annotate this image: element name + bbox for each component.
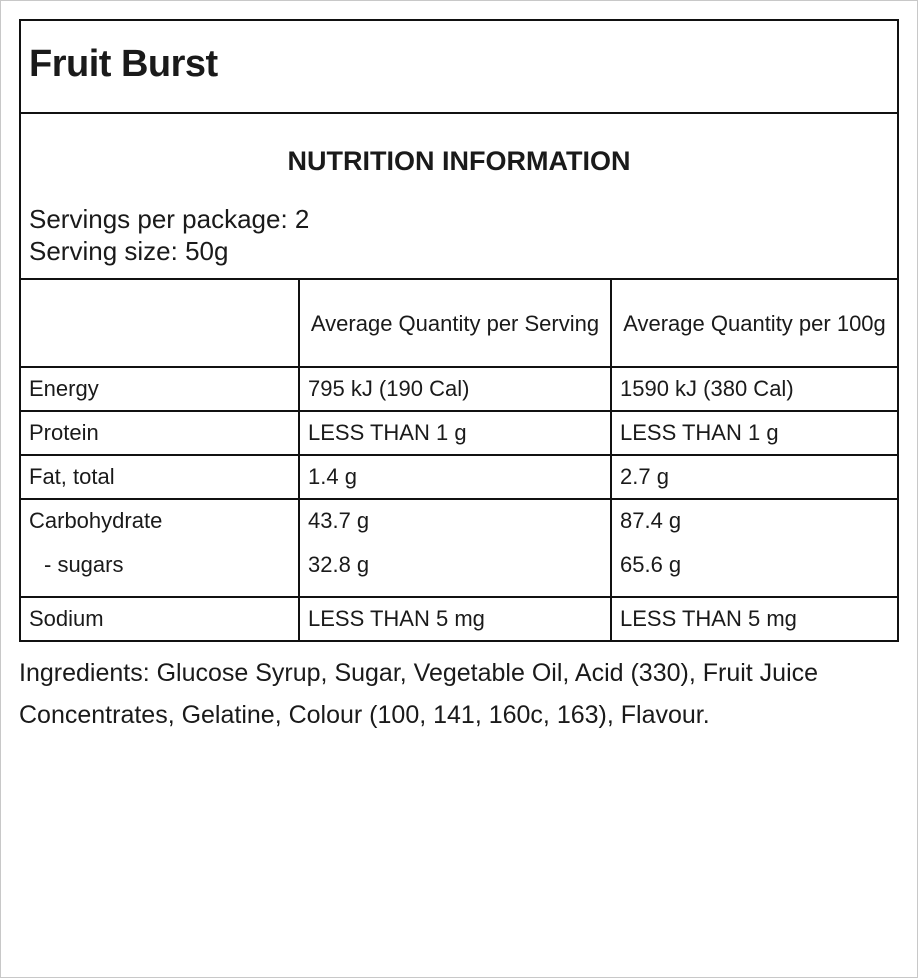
per-serving-value: LESS THAN 5 mg <box>299 597 611 640</box>
sugars-per-serving-value: 32.8 g <box>308 552 370 577</box>
table-header-row <box>21 280 897 367</box>
nutrition-info-block <box>21 114 897 280</box>
nutrient-name: Protein <box>21 411 299 455</box>
table-row-fat <box>21 455 897 499</box>
per-100g-value: 87.4 g <box>620 508 682 533</box>
per-serving-value: LESS THAN 1 g <box>299 411 611 455</box>
per-serving-value: 1.4 g <box>299 455 611 499</box>
table-row-energy <box>21 367 897 411</box>
per-100g-value: 2.7 g <box>611 455 897 499</box>
ingredients-text: Ingredients: Glucose Syrup, Sugar, Vegetable Oil, Acid (330), Fruit Juice Concentrates, Gelatine, Colour (100, 141, 160c, 163), Flavour. <box>19 659 819 729</box>
servings-per-package: Servings per package: 2 <box>29 204 310 234</box>
table-row-carbohydrate <box>21 499 897 597</box>
product-name: Fruit Burst <box>29 43 218 85</box>
header-per-serving: Average Quantity per Serving <box>299 280 611 367</box>
per-100g-value: 1590 kJ (380 Cal) <box>611 367 897 411</box>
per-100g-value: LESS THAN 5 mg <box>611 597 897 640</box>
per-serving-value: 43.7 g <box>308 508 370 533</box>
nutrient-name: Fat, total <box>21 455 299 499</box>
nutrition-heading: NUTRITION INFORMATION <box>287 146 631 176</box>
table-row-protein <box>21 411 897 455</box>
nutrition-label <box>19 19 899 642</box>
per-100g-cell <box>611 499 897 597</box>
nutrient-name: Carbohydrate <box>29 508 163 533</box>
nutrition-table <box>21 280 897 640</box>
serving-size: Serving size: 50g <box>29 236 229 266</box>
header-nutrient <box>21 280 299 367</box>
nutrient-name: Energy <box>21 367 299 411</box>
per-100g-value: LESS THAN 1 g <box>611 411 897 455</box>
nutrient-name: Sodium <box>21 597 299 640</box>
sugars-per-100g-value: 65.6 g <box>620 552 682 577</box>
sub-nutrient-name: - sugars <box>44 552 124 577</box>
nutrient-name-cell <box>21 499 299 597</box>
per-serving-value: 795 kJ (190 Cal) <box>299 367 611 411</box>
title-row <box>21 21 897 114</box>
table-row-sodium <box>21 597 897 640</box>
per-serving-cell <box>299 499 611 597</box>
header-per-100g: Average Quantity per 100g <box>611 280 897 367</box>
